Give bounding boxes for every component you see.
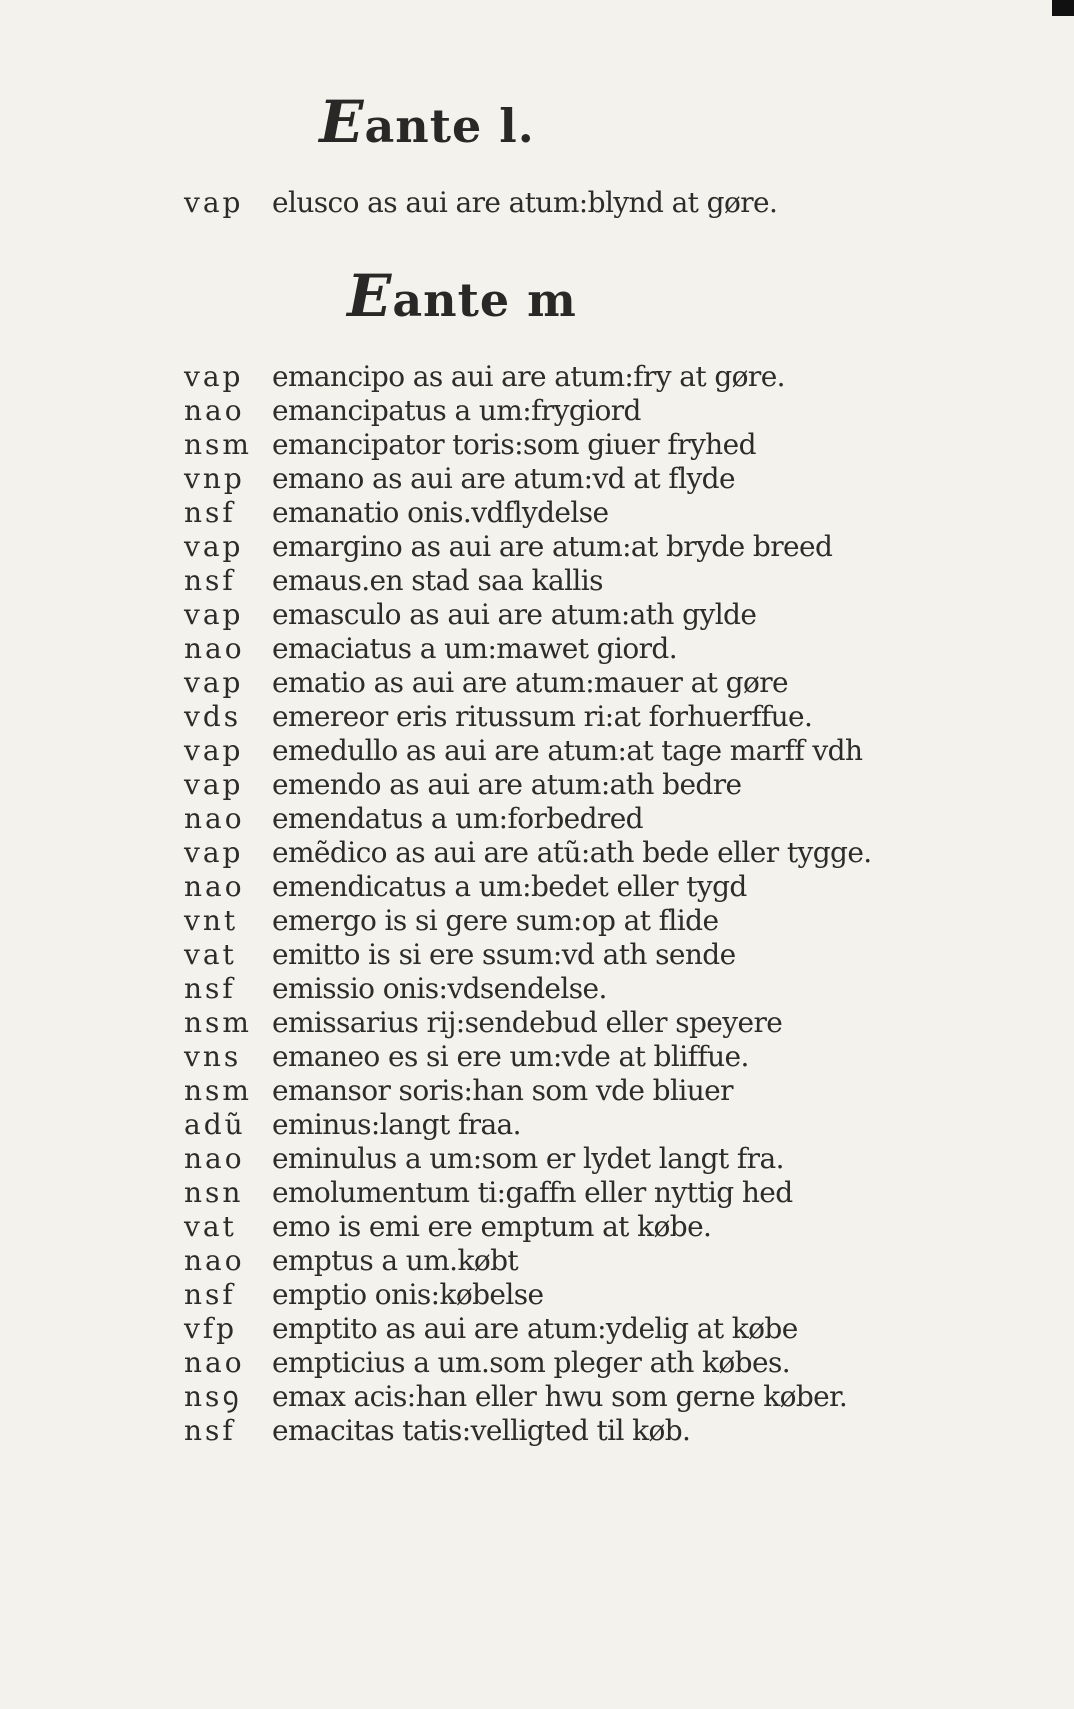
entry-grammar-code: nao [184, 802, 245, 835]
entry-grammar-code: nao [184, 870, 245, 903]
entry-grammar-code: vap [184, 598, 244, 631]
heading-initial: E [319, 88, 365, 156]
entry-grammar-code: vap [184, 186, 244, 219]
dictionary-entry [184, 836, 1074, 870]
entry-gloss: emargino as aui are atum:at bryde breed [272, 530, 833, 563]
entry-grammar-code: nsf [184, 1414, 236, 1447]
entry-grammar-code: vap [184, 530, 244, 563]
dictionary-entry [184, 700, 1074, 734]
entry-grammar-code: vap [184, 768, 244, 801]
entry-grammar-code: nao [184, 394, 245, 427]
entry-gloss: emancipatus a um:frygiord [272, 394, 641, 427]
dictionary-entry [184, 598, 1074, 632]
entry-gloss: emolumentum ti:gaffn eller nyttig hed [272, 1176, 793, 1209]
section-heading-m [0, 262, 999, 330]
entry-gloss: emaus.en stad saa kallis [272, 564, 603, 597]
entry-gloss: emancipo as aui are atum:fry at gøre. [272, 360, 785, 393]
heading-text: ante m [392, 273, 577, 327]
entry-gloss: emax acis:han eller hwu som gerne køber. [272, 1380, 848, 1413]
entry-gloss: eminus:langt fraa. [272, 1108, 521, 1141]
dictionary-entry [184, 360, 1074, 394]
entry-gloss: emptito as aui are atum:ydelig at købe [272, 1312, 798, 1345]
entry-grammar-code: nsn [184, 1176, 244, 1209]
entry-grammar-code: vap [184, 360, 244, 393]
entry-gloss: emissarius rij:sendebud eller speyere [272, 1006, 783, 1039]
entry-grammar-code: nsf [184, 1278, 236, 1311]
entry-gloss: emo is emi ere emptum at købe. [272, 1210, 712, 1243]
entry-grammar-code: vnp [184, 462, 245, 495]
entry-gloss: emacitas tatis:velligted til køb. [272, 1414, 691, 1447]
dictionary-entry [184, 802, 1074, 836]
dictionary-entry [184, 904, 1074, 938]
entry-gloss: emissio onis:vdsendelse. [272, 972, 607, 1005]
entry-grammar-code: vat [184, 1210, 237, 1243]
dictionary-entry [184, 1108, 1074, 1142]
dictionary-entry [184, 1006, 1074, 1040]
entry-grammar-code: nao [184, 1244, 245, 1277]
dictionary-entry [184, 938, 1074, 972]
entry-gloss: emanatio onis.vdflydelse [272, 496, 609, 529]
heading-initial: E [347, 262, 393, 330]
dictionary-entry [184, 1142, 1074, 1176]
entry-gloss: eminulus a um:som er lydet langt fra. [272, 1142, 784, 1175]
dictionary-entry [184, 972, 1074, 1006]
entry-gloss: emendicatus a um:bedet eller tygd [272, 870, 747, 903]
scan-corner-mark [1052, 0, 1074, 16]
dictionary-entry [184, 1176, 1074, 1210]
dictionary-entry [184, 1040, 1074, 1074]
dictionary-entry [184, 1074, 1074, 1108]
dictionary-entry [184, 462, 1074, 496]
entry-grammar-code: nsf [184, 564, 236, 597]
entry-gloss: emansor soris:han som vde bliuer [272, 1074, 733, 1107]
entry-gloss: emendatus a um:forbedred [272, 802, 644, 835]
entry-grammar-code: vat [184, 938, 237, 971]
dictionary-entry [184, 186, 777, 220]
section-heading-l [0, 88, 964, 156]
heading-text: ante l. [364, 99, 535, 153]
dictionary-entry [184, 394, 1074, 428]
dictionary-entry [184, 1210, 1074, 1244]
dictionary-entry [184, 564, 1074, 598]
dictionary-entry [184, 734, 1074, 768]
entry-gloss: emptio onis:købelse [272, 1278, 544, 1311]
entry-gloss: emasculo as aui are atum:ath gylde [272, 598, 757, 631]
entry-grammar-code: nao [184, 1142, 245, 1175]
entry-gloss: emẽdico as aui are atũ:ath bede eller tygge. [272, 836, 872, 869]
entry-gloss: emaneo es si ere um:vde at bliffue. [272, 1040, 749, 1073]
entry-gloss: emedullo as aui are atum:at tage marff vdh [272, 734, 863, 767]
entry-grammar-code: vns [184, 1040, 242, 1073]
entry-grammar-code: vap [184, 836, 244, 869]
dictionary-entry [184, 768, 1074, 802]
dictionary-entry [184, 1312, 1074, 1346]
entry-grammar-code: nsm [184, 1006, 252, 1039]
dictionary-entry [184, 632, 1074, 666]
dictionary-entry [184, 1346, 1074, 1380]
entry-gloss: emergo is si gere sum:op at flide [272, 904, 719, 937]
dictionary-entry [184, 1414, 1074, 1448]
entry-gloss: empticius a um.som pleger ath købes. [272, 1346, 791, 1379]
entry-grammar-code: vnt [184, 904, 239, 937]
entry-grammar-code: nao [184, 632, 245, 665]
entry-grammar-code: nsm [184, 1074, 252, 1107]
entry-grammar-code: nsꝯ [184, 1380, 242, 1413]
dictionary-entry [184, 666, 1074, 700]
dictionary-entry [184, 1244, 1074, 1278]
entry-grammar-code: nsf [184, 496, 236, 529]
entry-gloss: emaciatus a um:mawet giord. [272, 632, 677, 665]
entry-grammar-code: vfp [184, 1312, 238, 1345]
entry-grammar-code: nao [184, 1346, 245, 1379]
dictionary-entry [184, 496, 1074, 530]
entry-grammar-code: nsf [184, 972, 236, 1005]
entry-list [0, 360, 1074, 1448]
entry-gloss: emancipator toris:som giuer fryhed [272, 428, 756, 461]
dictionary-entry [184, 1278, 1074, 1312]
dictionary-entry [184, 1380, 1074, 1414]
entry-gloss: elusco as aui are atum:blynd at gøre. [272, 186, 778, 219]
dictionary-entry [184, 530, 1074, 564]
dictionary-entry [184, 428, 1074, 462]
entry-grammar-code: adũ [184, 1108, 246, 1141]
entry-gloss: emereor eris ritussum ri:at forhuerffue. [272, 700, 813, 733]
entry-gloss: emitto is si ere ssum:vd ath sende [272, 938, 736, 971]
entry-grammar-code: vap [184, 734, 244, 767]
entry-gloss: emano as aui are atum:vd at flyde [272, 462, 735, 495]
entry-gloss: emptus a um.købt [272, 1244, 519, 1277]
dictionary-entry [184, 870, 1074, 904]
entry-gloss: ematio as aui are atum:mauer at gøre [272, 666, 788, 699]
entry-grammar-code: vds [184, 700, 242, 733]
entry-gloss: emendo as aui are atum:ath bedre [272, 768, 742, 801]
entry-grammar-code: vap [184, 666, 244, 699]
entry-grammar-code: nsm [184, 428, 252, 461]
